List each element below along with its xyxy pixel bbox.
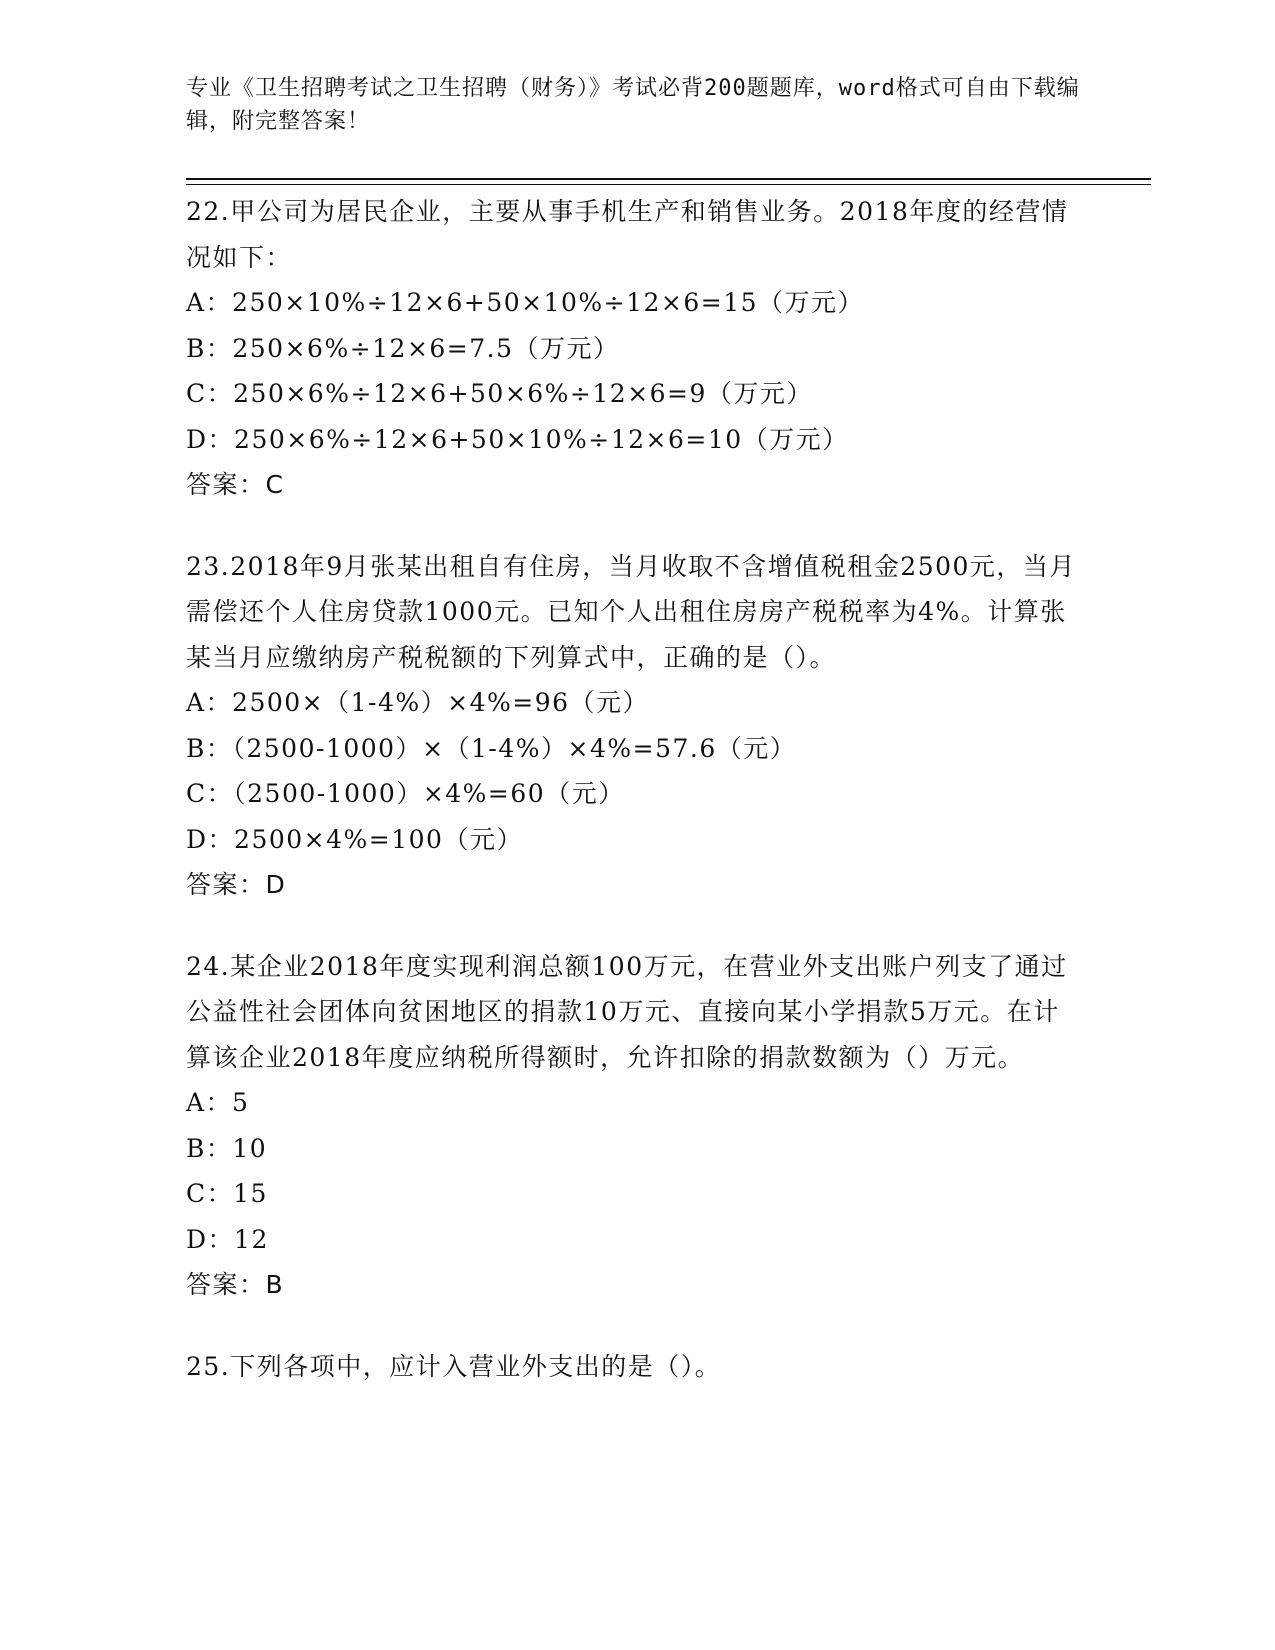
document-header: 专业《卫生招聘考试之卫生招聘（财务）》考试必背200题题库，word格式可自由下载编辑，附完整答案！: [186, 76, 1080, 134]
answer-line: 答案：B: [186, 1270, 285, 1299]
option-b: B：（2500-1000）×（1-4%）×4%=57.6（元）: [186, 733, 797, 763]
option-c: C：15: [186, 1179, 268, 1208]
option-a: A：2500×（1-4%）×4%=96（元）: [186, 688, 650, 717]
question-24: [186, 944, 1086, 1308]
question-stem: 25.下列各项中，应计入营业外支出的是（）。: [186, 1351, 722, 1381]
question-22: [186, 189, 1086, 508]
option-b: B：250×6%÷12×6=7.5（万元）: [186, 333, 620, 363]
question-stem: 22.甲公司为居民企业，主要从事手机生产和销售业务。2018年度的经营情况如下：: [186, 197, 1069, 272]
option-list: [186, 680, 1086, 862]
option-d: D：250×6%÷12×6+50×10%÷12×6=10（万元）: [186, 424, 849, 454]
option-d: D：12: [186, 1224, 269, 1254]
question-23: [186, 544, 1086, 908]
header-divider-thick: [186, 178, 1151, 180]
answer-line: 答案：C: [186, 470, 285, 499]
question-25: [186, 1344, 1086, 1390]
answer-line: 答案：D: [186, 870, 287, 899]
option-d: D：2500×4%=100（元）: [186, 824, 523, 854]
option-c: C：（2500-1000）×4%=60（元）: [186, 779, 625, 808]
option-c: C：250×6%÷12×6+50×6%÷12×6=9（万元）: [186, 379, 813, 408]
option-list: [186, 280, 1086, 462]
header-divider-thin: [186, 184, 1151, 185]
option-a: A：250×10%÷12×6+50×10%÷12×6=15（万元）: [186, 288, 865, 317]
option-b: B：10: [186, 1133, 268, 1163]
option-list: [186, 1080, 1086, 1262]
question-stem: 24.某企业2018年度实现利润总额100万元，在营业外支出账户列支了通过公益性社会团体向贫困地区的捐款10万元、直接向某小学捐款5万元。在计算该企业2018年度应纳税所得额时，允许扣除的捐款数额为（）万元。: [186, 951, 1068, 1072]
question-list: [186, 189, 1086, 1425]
question-stem: 23.2018年9月张某出租自有住房，当月收取不含增值税租金2500元，当月需偿还个人住房贷款1000元。已知个人出租住房房产税税率为4%。计算张某当月应缴纳房产税税额的下列算式中，正确的是（）。: [186, 551, 1076, 672]
option-a: A：5: [186, 1088, 250, 1117]
